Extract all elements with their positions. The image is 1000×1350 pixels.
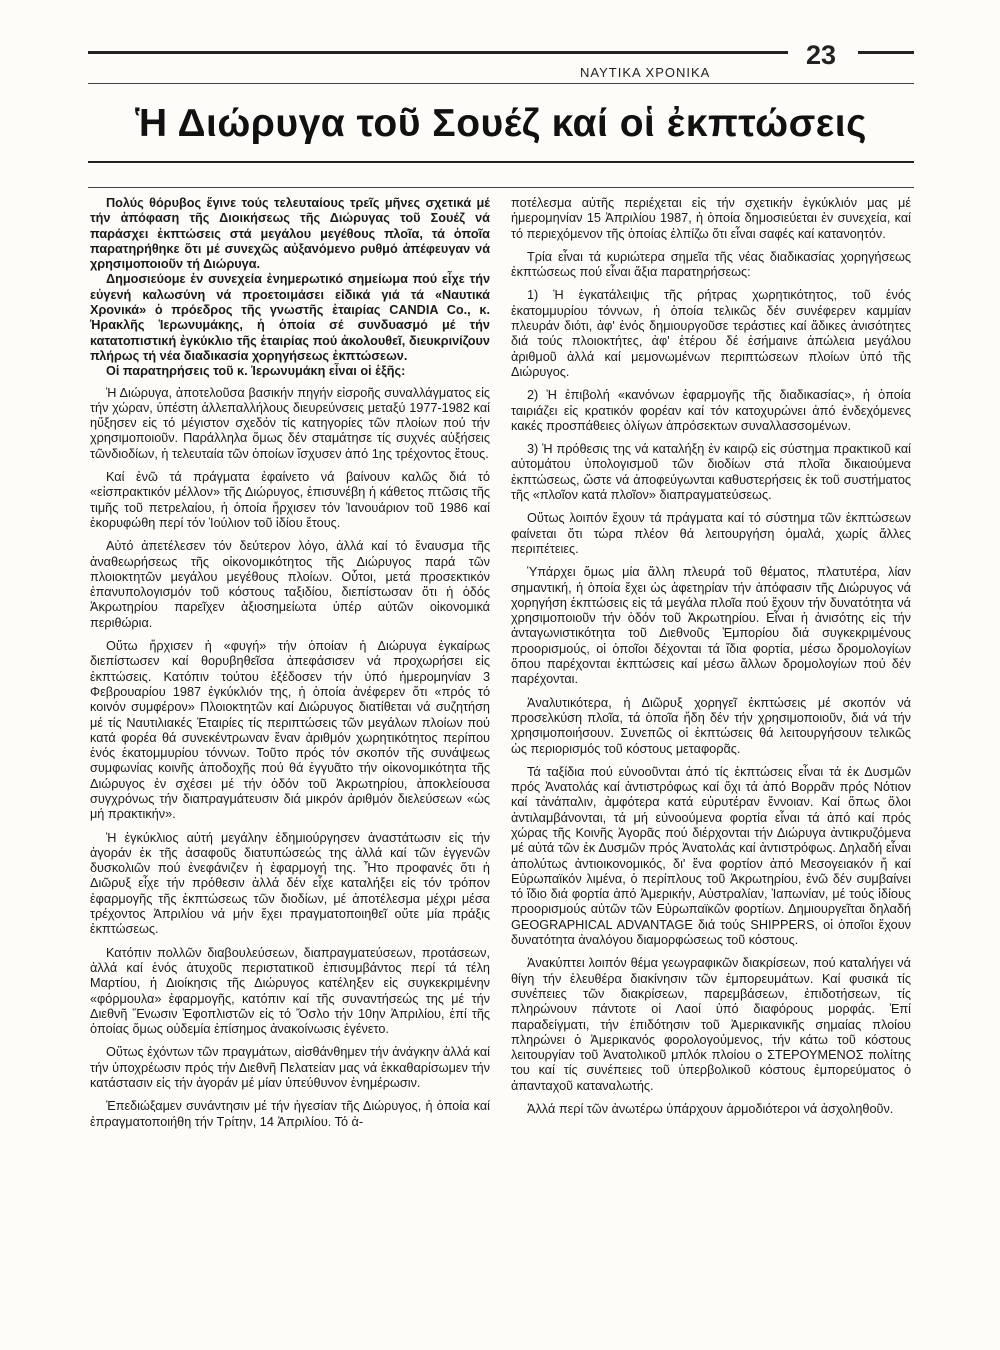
body-paragraph: Ἀλλά περί τῶν ἀνωτέρω ὑπάρχουν ἁρμοδιότεροι νά ἀσχοληθοῦν. xyxy=(527,1102,894,1117)
body-paragraph: Ἡ Διώρυγα, ἀποτελοῦσα βασικήν πηγήν εἰσροῆς συναλλάγματος εἰς τήν χώραν, ὑπέστη ἀλλεπαλλήλους διευρεύνσεις μεταξύ 1977-1982 καί ηὔξησεν εἰς τό μέγιστον σχεδόν τίς κατηγορίες τῶν πλοίων πού τήν χρησιμοποιοῦν. Παράλληλα ὅμως δέν σταμάτησε τίς συχνές αὐξήσεις τῶνδιοδίων, ἡ τελευταία τῶν ὁποίων ἴσχυσεν ἀπό 1ης τρέχοντος ἔτους. xyxy=(90,385,490,461)
body-paragraph: Ὑπάρχει ὅμως μία ἄλλη πλευρά τοῦ θέματος, πλατυτέρα, λίαν σημαντική, ἡ ὁποία ἔχει ὡς ἀφετηρίαν τήν ἀπόφασιν τῆς Διώρυγος νά χορηγήση ἐκπτώσεις εἰς τά μεγάλα πλοῖα πού ἔχουν τήν δυνατότητα νά χρησιμοποιοῦν τήν ὁδόν τοῦ Ἀκρωτηρίου. Εἶναι ἡ ἀνισότης εἰς τήν ἀνταγωνιστικότητα τοῦ Διεθνοῦς Ἐμπορίου διά συγκεκριμένους προορισμούς, οἱ ὁποῖοι δέχονται τά ἴδια φορτία, μέσω δρομολογίων ὅπου παρέχονται ἐκπτώσεις καί μέσω ἄλλων δρομολογίων πού δέν παρέχονται. xyxy=(511,565,911,687)
right-column xyxy=(511,196,911,1125)
article-title: Ἡ Διώρυγα τοῦ Σουέζ καί οἱ ἐκπτώσεις xyxy=(135,102,867,145)
body-paragraph: Ἐπεδιώξαμεν συνάντησιν μέ τήν ἡγεσίαν τῆς Διώρυγος, ἡ ὁποία καί ἐπραγματοποιήθη τήν Τρίτην, 14 Ἀπριλίου. Τό ἀ- xyxy=(90,1099,490,1129)
body-paragraph: Οὕτω ἤρχισεν ἡ «φυγή» τήν ὁποίαν ἡ Διώρυγα ἐγκαίρως διεπίστωσεν καί θορυβηθεῖσα ἀπεφάσισεν νά προχωρήσει εἰς ἐκπτώσεις. Κατόπιν τούτου ἐξέδοσεν τήν ὑπό ἡμερομηνίαν 3 Φεβρουαρίου 1987 ἐγκύκλιόν της, ἡ ὁποία ἀνέφερεν ὅτι «πρός τό κοινόν συμφέρον» Πλοιοκτητῶν καί Διώρυγος διατίθεται νά συζητήση μέ τίς Ναυτιλιακές Ἑταιρίες τίς περιπτώσεις τῶν μεγάλων πλοίων πού κατά φορέα θά συνεκέντρωναν ἕναν ἀριθμόν χωρητικότητος περίπου ἑνός ἑκατομμυρίου τόννων. Τοῦτο πρός τόν σκοπόν τῆς συνάψεως συμφωνίας κοινῆς ἀποδοχῆς πού θά ἐγγυᾶτο τήν οἰκονομικότητα τῆς Διώρυγος ἐν σχέσει μέ τήν ὁδόν τοῦ Ἀκρωτηρίου, ἀποκλείουσα συγχρόνως τήν διαπραγμάτευσιν διά μικρόν ἀριθμόν διελεύσεων «ὡς μή πρακτικήν». xyxy=(90,639,490,822)
body-paragraph: Τρία εἶναι τά κυριώτερα σημεῖα τῆς νέας διαδικασίας χορηγήσεως ἐκπτώσεως πού εἶναι ἄξια παρατηρήσεως: xyxy=(511,249,911,280)
list-item: 2) Ἡ ἐπιβολή «κανόνων ἐφαρμογῆς τῆς διαδικασίας», ἡ ὁποία ταιριάζει εἰς κρατικόν φορέαν καί τόν κατοχυρώνει ἀπό ἐνδεχόμενες κακές προσπάθειες ὀλίγων ἀπρόσεκτων συναλλασσομένων. xyxy=(511,388,911,433)
header-rule-right xyxy=(858,51,914,54)
magazine-name: ΝΑΥΤΙΚΑ ΧΡΟΝΙΚΑ xyxy=(580,65,711,80)
body-paragraph: Κατόπιν πολλῶν διαβουλεύσεων, διαπραγματεύσεων, προτάσεων, ἀλλά καί ἑνός ἀτυχοῦς περιστατικοῦ ἐπισυμβάντος περί τά τέλη Μαρτίου, ἡ Διοίκησις τῆς Διώρυγος κατέληξεν εἰς συγκεκριμένην «φόρμουλα» ἐφαρμογῆς, κατόπιν καί τῆς συναντήσεώς της μέ τήν Διεθνῆ Ἕνωσιν Ἐφοπλιστῶν εἰς τό Ὄσλο τήν 10ην Ἀπριλίου, ἐπί τῆς ὁποίας ὅμως οὐδεμία ἐπίσημος ἀνακοίνωσις ἐγένετο. xyxy=(90,945,490,1037)
body-paragraph: Οὕτως λοιπόν ἔχουν τά πράγματα καί τό σύστημα τῶν ἐκπτώσεων φαίνεται ὅτι τώρα πλέον θά λειτουργήση ὁμαλά, χωρίς ἄλλες περιπέτειες. xyxy=(511,511,911,556)
list-item: 1) Ἡ ἐγκατάλειψις τῆς ρήτρας χωρητικότητος, τοῦ ἑνός ἑκατομμυρίου τόννων, ἡ ὁποία τελικῶς δέν συνέφερεν καμμίαν πλευράν διότι, ἀφ' ἑνός δημιουργοῦσε τεράστιες καί ἄδικες ἀνισότητες διά τούς πλοιοκτήτες, ἀφ' ἑτέρου δέ ἐσήμαινε ἀπώλεια μεγάλου ἀριθμοῦ ἀλλά καί μεμονωμένων περιπτώσεων πλοίων ὑπό τῆς Διώρυγος. xyxy=(511,288,911,379)
body-paragraph: Τά ταξίδια πού εὐνοοῦνται ἀπό τίς ἐκπτώσεις εἶναι τά ἐκ Δυσμῶν πρός Ἀνατολάς καί ἀντιστρόφως καί ὄχι τά ἀπό Βορρᾶν πρός Νότιον καί τἀνάπαλιν, ἀμφότερα κατά εὐρυτέραν ἔννοιαν. Καί ὅπως ὅλοι ἀντιλαμβάνονται, τά μή εὐνοούμενα φορτία εἶναι τά ἀπό καί πρός χώρας τῆς Κοινῆς Ἀγορᾶς πού διέρχονται τήν Διώρυγα ἀντικρυζόμενα μέ αὐτά τῶν ἐκ Δυσμῶν πρός Ἀνατολάς καί ἀντιστρόφως. Δηλαδή εἶναι ἀπολύτως ἀντιοικονομικός, δι' ἕνα φορτίον ἀπό Μεσογειακόν ἤ καί Εὐρωπαϊκόν λιμένα, ὁ περίπλους τοῦ Ἀκρωτηρίου, ἐνῶ δέν συμβαίνει τό ἴδιο διά φορτία ἀπό Ἀμερικήν, Αὐστραλίαν, Ἰαπωνίαν, μέ τούς ἰδίους προορισμούς αὐτῶν τῶν Εὐρωπαϊκῶν φορτίων. Δημιουργεῖται δηλαδή GEOGRAPHICAL ADVANTAGE διά τούς SHIPPERS, οἱ ὁποῖοι ἔχουν δυνατότητα ἀναλόγου διαμορφώσεως τοῦ κόστους. xyxy=(511,764,911,948)
body-paragraph: Αὐτό ἀπετέλεσεν τόν δεύτερον λόγο, ἀλλά καί τό ἔναυσμα τῆς ἀναθεωρήσεως τῆς οἰκονομικότητος τῆς Διώρυγος παρά τῶν πλοιοκτητῶν μεγάλου μεγέθους πλοίων. Οὗτοι, μετά προσεκτικόν ἐπανυπολογισμόν τοῦ κόστους ταξιδίου, διεπίστωσαν ὅτι ἡ ὁδός Ἀκρωτηρίου παρεῖχεν ἀξιοσημείωτα ὑπέρ αὐτῶν οἰκονομικά περιθώρια. xyxy=(90,539,490,630)
page-number: 23 xyxy=(806,40,837,70)
body-paragraph: Ἀνακύπτει λοιπόν θέμα γεωγραφικῶν διακρίσεων, πού καταλήγει νά θίγη τήν ἐλευθέρα διακίνησιν τῶν ἐμπορευμάτων. Καί φυσικά τίς συνέπειες τῶν διακρίσεων, παρεμβάσεων, ἐπιδοτήσεων, τίς πληρώνουν πάντοτε οἱ Λαοί ὑπό διαφόρους μορφάς. Ἐπί παραδείγματι, τήν ἐπιδότησιν τοῦ Ἀμερικανικῆς σημαίας πλοίου πληρώνει ὁ Ἀμερικανός φορολογούμενος, τήν κάτω τοῦ κόστους λειτουργίαν τοῦ Ἀνατολικοῦ μπλόκ πλοίου ο ΣΤΕΡΟΥΜΕΝΟΣ πολίτης του καί τίς συνέπειες τοῦ ὑπερβολικοῦ κόστους ἐμπορεύματος ὁ ἀπανταχοῦ καταναλωτής. xyxy=(511,956,911,1093)
body-paragraph: ποτέλεσμα αὐτῆς περιέχεται εἰς τήν σχετικήν ἐγκύκλιόν μας μέ ἡμερομηνίαν 15 Ἀπριλίου 1987, ἡ ὁποία δημοσιεύεται ἐν συνεχεία, καί τό περιεχόμενον τῆς ὁποίας ἐλπίζω ὅτι εἶναι σαφές καί κατανοητόν. xyxy=(511,196,911,241)
lead-paragraph: Οἱ παρατηρήσεις τοῦ κ. Ἱερωνυμάκη εἶναι οἱ ἑξῆς: xyxy=(106,364,406,379)
body-paragraph: Καί ἐνῶ τά πράγματα ἐφαίνετο νά βαίνουν καλῶς διά τό «εἰσπρακτικόν μέλλον» τῆς Διώρυγος, ἐπισυνέβη ἡ κάθετος πτῶσις τῆς τιμῆς τοῦ πετρελαίου, ἡ ὁποία ἤρχισεν τόν Ἰανουάριον τοῦ 1986 καί ἐκορυφώθη περί τόν Ἰούλιον τοῦ ἰδίου ἔτους. xyxy=(90,470,490,530)
header-underline xyxy=(88,83,914,84)
header-rule-left xyxy=(88,51,788,54)
title-rule-thin xyxy=(88,187,914,188)
body-paragraph: Ἀναλυτικότερα, ἡ Διῶρυξ χορηγεῖ ἐκπτώσεις μέ σκοπόν νά προσελκύση πλοῖα, τά ὁποῖα ἤδη δέν τήν χρησιμοποιοῦν, διά νά τήν χρησιμοποιήσουν. Συνεπῶς οἱ ἐκπτώσεις θά λειτουργήσουν τελικῶς ὡς περιορισμός τοῦ κόστους μεταφορᾶς. xyxy=(511,695,911,756)
body-paragraph: Οὕτως ἐχόντων τῶν πραγμάτων, αἰσθάνθημεν τήν ἀνάγκην ἀλλά καί τήν ὑποχρέωσιν πρός τήν Διεθνῆ Πελατείαν μας νά ἐκκαθαρίσωμεν τήν κατάστασιν εἰς τήν ἀγοράν μέ μίαν ὑπεύθυνον ἐνημέρωσιν. xyxy=(90,1045,490,1091)
list-item: 3) Ἡ πρόθεσις της νά καταλήξη ἐν καιρῷ εἰς σύστημα πρακτικοῦ καί αὐτομάτου ὑπολογισμοῦ τῶν διοδίων στά πλοῖα δικαιούμενα ἐκπτώσεως, ὥστε νά ἀποφεύγωνται καθυστερήσεις ἐκ τοῦ συστήματος τῆς «πλοῖον κατά πλοῖον» διαπραγματεύσεως. xyxy=(511,442,911,503)
lead-paragraph: Δημοσιεύομε ἐν συνεχεία ἐνημερωτικό σημείωμα πού εἶχε τήν εὐγενή καλωσύνη νά προετοιμάσει εἰδικά γιά τά «Ναυτικά Χρονικά» ὁ πρόεδρος τῆς γνωστῆς ἑταιρίας CANDIA Co., κ. Ἡρακλῆς Ἱερωνυμάκης, ἡ ὁποία σέ συνδυασμό μέ τήν κατατοπιστική ἐγκύκλιο τῆς ἑταιρίας πού ἀκολουθεῖ, διευκρινίζουν πλήρως τή νέα διαδικασία χορηγήσεως ἐκπτώσεων. xyxy=(90,272,490,363)
body-paragraph: Ἡ ἐγκύκλιος αὐτή μεγάλην ἐδημιούργησεν ἀναστάτωσιν εἰς τήν ἀγοράν ἐκ τῆς ἀσαφοῦς διατυπώσεώς της ἀλλά καί τῶν ἐγγενῶν δυσκολιῶν πού ἐνεφάνιζεν ἡ ἐφαρμογή της. Ἦτο προφανές ὅτι ἡ Διῶρυξ εἶχε τήν πρόθεσιν ἀλλά δέν εἶχε καταλήξει εἰς τόν τρόπον ἐφαρμογῆς τῆς ἐκπτώσεως τῶν διοδίων, μέ ἀποτέλεσμα μέχρι μέσα τρέχοντος Ἀπριλίου νά μήν ἔχει πραγματοποιηθεῖ οὔτε μία πράξις ἐκπτώσεως. xyxy=(90,830,490,937)
lead-paragraph: Πολύς θόρυβος ἔγινε τούς τελευταίους τρεῖς μῆνες σχετικά μέ τήν ἀπόφαση τῆς Διοικήσεως τῆς Διώρυγας τοῦ Σουέζ νά παράσχει ἐκπτώσεις στά μεγάλου μεγέθους πλοῖα, τά ὁποῖα παρατηρήθηκε ὅτι μέ συνεχῶς αὐξανόμενο ρυθμό ἀπέφευγαν νά χρησιμοποιοῦν τή Διώρυγα. xyxy=(90,196,490,272)
title-rule-thick xyxy=(88,161,914,163)
left-column xyxy=(90,196,490,1138)
